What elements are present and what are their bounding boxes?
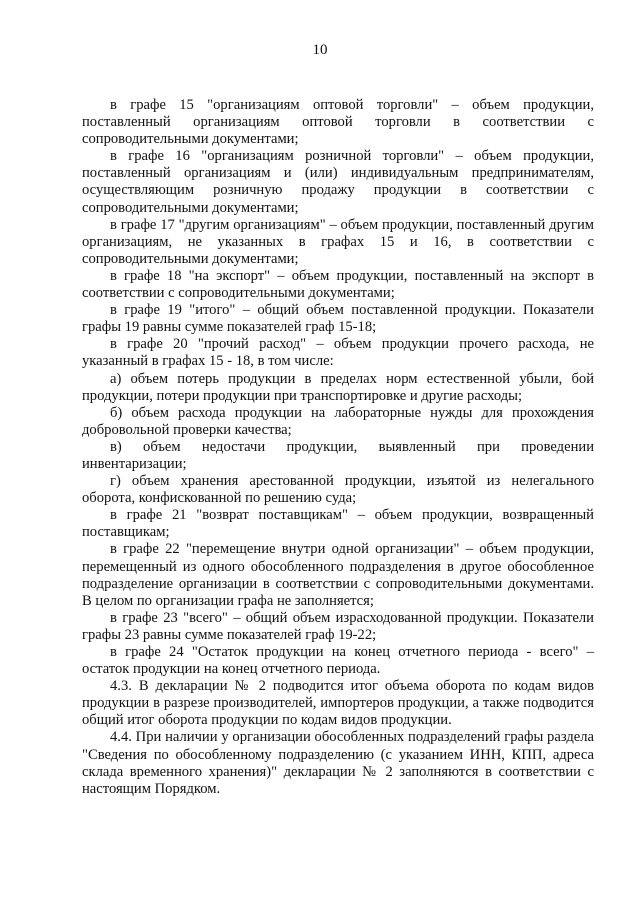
paragraph-column-18: в графе 18 "на экспорт" – объем продукции, поставленный на экспорт в соответствии с сопроводительными документами;	[82, 267, 594, 302]
paragraph-section-4-3: 4.3. В декларации № 2 подводится итог объема оборота по кодам видов продукции в разрезе производителей, импортеров продукции, а также подводится общий итог оборота продукции по кодам видов продукции.	[82, 678, 594, 729]
paragraph-item-b: б) объем расхода продукции на лабораторные нужды для прохождения добровольной проверки качества;	[82, 404, 594, 438]
paragraph-column-16: в графе 16 "организациям розничной торговли" – объем продукции, поставленный организациям и (или) индивидуальным предпринимателям, осуществляющим розничную продажу продукции в соответствии с сопроводительными документами;	[82, 148, 594, 216]
paragraph-section-4-4: 4.4. При наличии у организации обособленных подразделений графы раздела "Сведения по обособленному подразделению (с указанием ИНН, КПП, адреса склада временного хранения)" декларации № 2 заполняются в соответствии с настоящим Порядком.	[82, 729, 594, 797]
paragraph-item-g: г) объем хранения арестованной продукции, изъятой из нелегального оборота, конфискованной по решению суда;	[82, 473, 594, 507]
page-number: 10	[312, 42, 328, 58]
paragraph-column-21: в графе 21 "возврат поставщикам" – объем продукции, возвращенный поставщикам;	[82, 507, 594, 541]
document-body	[82, 97, 594, 798]
paragraph-column-20: в графе 20 "прочий расход" – объем продукции прочего расхода, не указанный в графах 15 - 18, в том числе:	[82, 336, 594, 370]
paragraph-item-v: в) объем недостачи продукции, выявленный при проведении инвентаризации;	[82, 438, 594, 472]
paragraph-column-19: в графе 19 "итого" – общий объем поставленной продукции. Показатели графы 19 равны сумме показателей граф 15-18;	[82, 302, 594, 336]
paragraph-column-15: в графе 15 "организациям оптовой торговли" – объем продукции, поставленный организациям оптовой торговли в соответствии с сопроводительными документами;	[82, 97, 594, 148]
paragraph-column-24: в графе 24 "Остаток продукции на конец отчетного периода - всего" – остаток продукции на конец отчетного периода.	[82, 644, 594, 678]
paragraph-column-22: в графе 22 "перемещение внутри одной организации" – объем продукции, перемещенный из одного обособленного подразделения в другое обособленное подразделение организации в соответствии с сопроводительными документами. В целом по организации графа не заполняется;	[82, 541, 594, 609]
paragraph-item-a: а) объем потерь продукции в пределах норм естественной убыли, бой продукции, потери продукции при транспортировке и другие расходы;	[82, 370, 594, 404]
paragraph-column-17: в графе 17 "другим организациям" – объем продукции, поставленный другим организациям, не указанных в графах 15 и 16, в соответствии с сопроводительными документами;	[82, 216, 594, 267]
paragraph-column-23: в графе 23 "всего" – общий объем израсходованной продукции. Показатели графы 23 равны сумме показателей граф 19-22;	[82, 609, 594, 643]
